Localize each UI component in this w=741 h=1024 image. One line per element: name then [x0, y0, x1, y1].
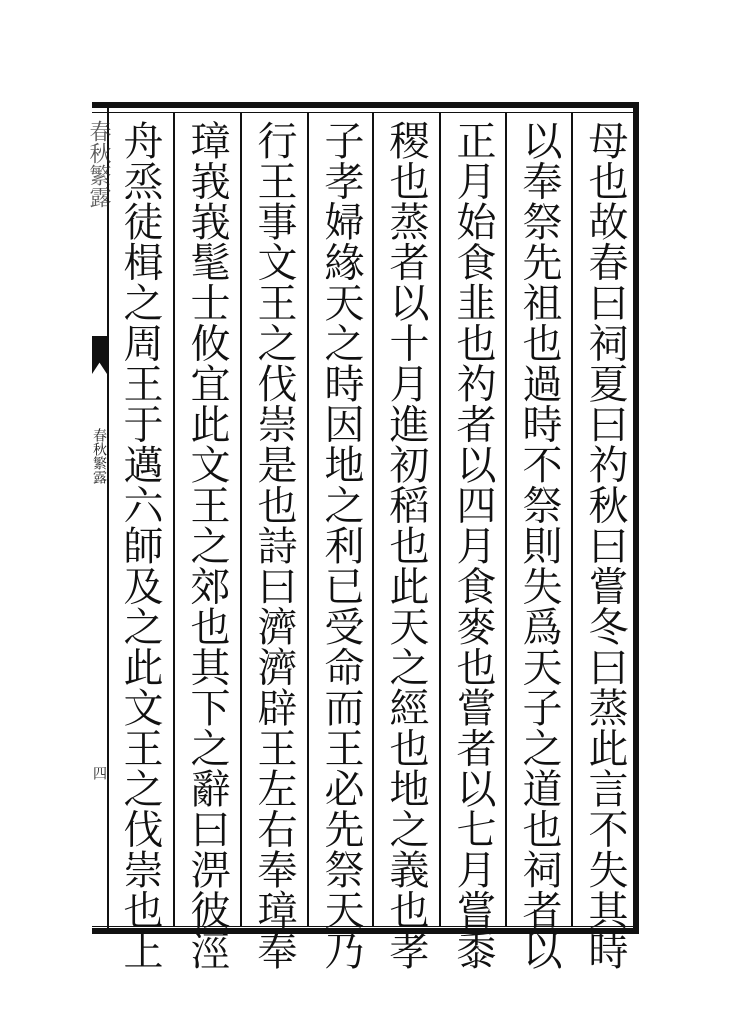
text-column-7: 璋峩峩髦士攸宜此文王之郊也其下之辭曰淠彼涇 [184, 120, 230, 971]
column-rule [439, 112, 441, 926]
column-rule [307, 112, 309, 926]
column-rule [173, 112, 175, 926]
column-rule [372, 112, 374, 926]
text-column-2: 以奉祭先祖也過時不祭則失爲天子之道也祠者以 [516, 120, 562, 971]
text-column-4: 稷也蒸者以十月進初稻也此天之經也地之義也孝 [383, 120, 429, 971]
text-column-5: 子孝婦緣天之時因地之利已受命而王必先祭天乃 [318, 120, 364, 971]
spine-title: 春秋繁露 [86, 120, 111, 208]
text-column-6: 行王事文王之伐崇是也詩曰濟濟辟王左右奉璋奉 [251, 120, 297, 971]
text-column-3: 正月始食韭也礿者以四月食麥也嘗者以七月嘗黍 [450, 120, 496, 971]
spine-book-label: 春秋繁露 [91, 428, 107, 484]
column-rule [505, 112, 507, 926]
column-rule [240, 112, 242, 926]
spine-page-number: 四 [91, 766, 107, 780]
text-column-1: 母也故春曰祠夏曰礿秋曰嘗冬曰蒸此言不失其時 [582, 120, 628, 971]
text-column-8: 舟烝徒楫之周王于邁六師及之此文王之伐崇也上 [117, 120, 163, 971]
column-rule [571, 112, 573, 926]
